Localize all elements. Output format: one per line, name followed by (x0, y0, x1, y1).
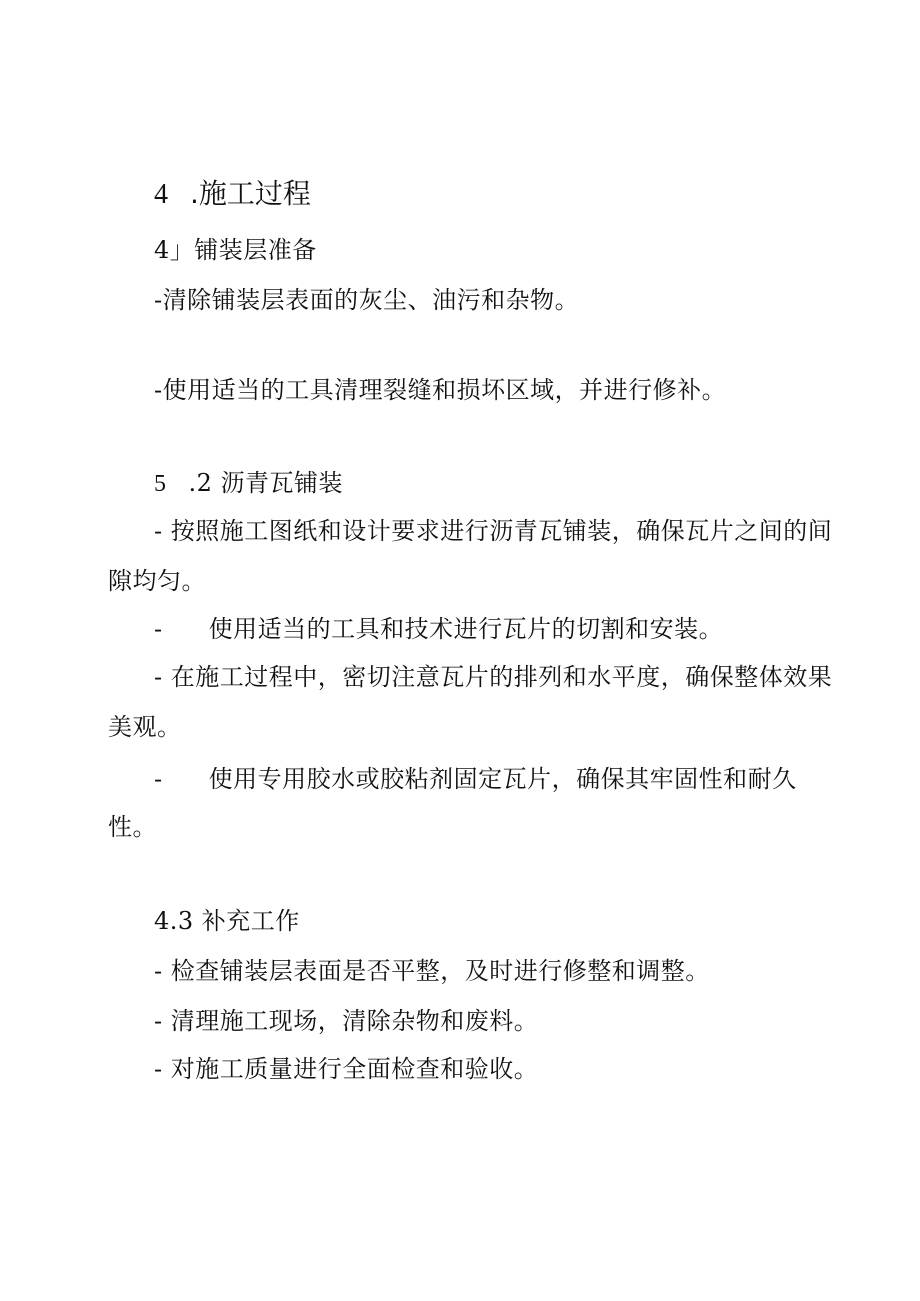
subsection-number: 5 (154, 471, 167, 497)
list-item: -使用适当的工具清理裂缝和损坏区域，并进行修补。 (154, 376, 727, 404)
section-title: .施工过程 (190, 177, 311, 210)
list-dash: - (154, 615, 163, 643)
subsection-heading-4-1: 4」铺装层准备 (154, 236, 317, 264)
list-item-text: 使用适当的工具和技术进行瓦片的切割和安装。 (208, 615, 724, 643)
list-item-text: 使用专用胶水或胶粘剂固定瓦片，确保其牢固性和耐久 (208, 765, 797, 793)
list-item-continuation: 隙均匀。 (108, 567, 206, 595)
list-item: - 检查铺装层表面是否平整，及时进行修整和调整。 (154, 957, 710, 985)
list-item: -清除铺装层表面的灰尘、油污和杂物。 (154, 286, 580, 314)
list-item: - 对施工质量进行全面检查和验收。 (154, 1055, 539, 1083)
subsection-heading-4-2 (154, 469, 343, 498)
list-item-continuation: 性。 (108, 813, 157, 841)
list-item: - 按照施工图纸和设计要求进行沥青瓦铺装，确保瓦片之间的间 (154, 517, 833, 545)
list-item: - 在施工过程中，密切注意瓦片的排列和水平度，确保整体效果 (154, 663, 833, 691)
subsection-heading-4-3: 4.3 补充工作 (154, 907, 300, 935)
section-number: 4 (154, 179, 168, 210)
list-item (154, 615, 723, 643)
list-item: - 清理施工现场，清除杂物和废料。 (154, 1007, 539, 1035)
section-heading (154, 178, 311, 211)
subsection-title: .2 沥青瓦铺装 (188, 469, 344, 497)
list-item (154, 765, 797, 793)
list-item-continuation: 美观。 (108, 713, 182, 741)
list-dash: - (154, 765, 163, 793)
